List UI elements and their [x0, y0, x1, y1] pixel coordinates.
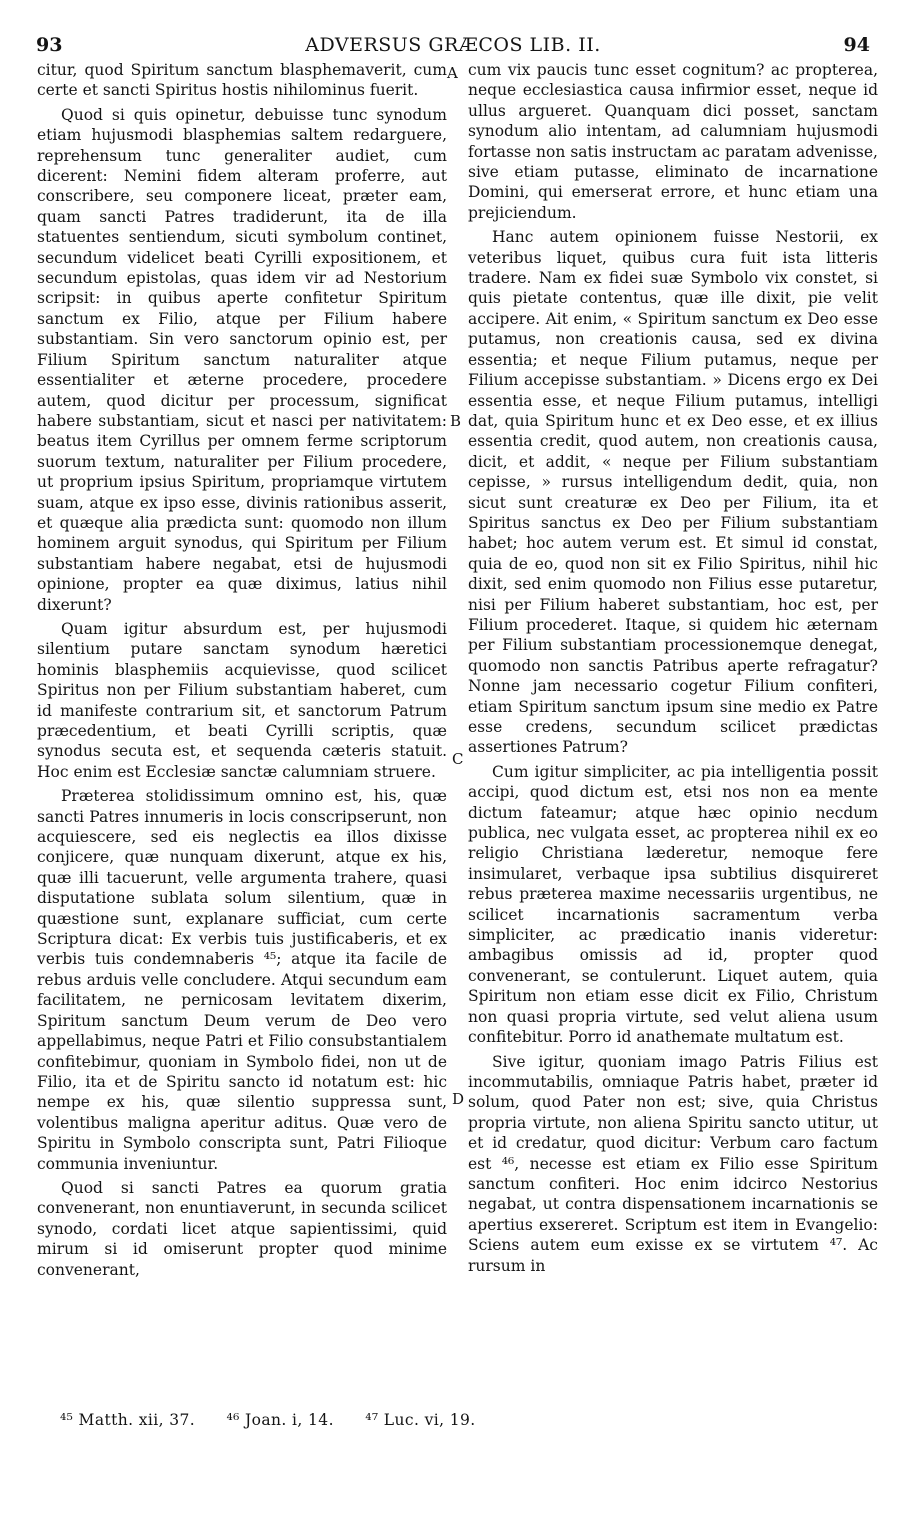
running-title: ADVERSUS GRÆCOS LIB. II.: [305, 34, 601, 56]
paragraph: Præterea stolidissimum omnino est, his, quæ sancti Patres innumeris in locis conscripserunt, non acquiescere, sed eis neglectis ea illos dixisse conjicere, quæ nunquam dixerunt, atque ex his, quæ illi tacuerunt, velle argumenta trahere, quasi disputatione sublata solum silentium, quæ in quæstione sunt, explanare sufficiat, cum certe Scriptura dicat: Ex verbis tuis justificaberis, et ex verbis tuis condemnaberis ⁴⁵; atque ita facile de rebus arduis velle concludere. Atqui secundum eam facilitatem, ne pernicosam levitatem dixerim, Spiritum sanctum Deum verum de Deo vero appellabimus, neque Patri et Filio consubstantialem confitebimur, quoniam in Symbolo fidei, non ut de Filio, ita et de Spiritu sancto id notatum est: hic nempe ex his, quæ silentio suppressa sunt, volentibus maligna aperitur aditus. Quæ vero de Spiritu in Symbolo conscripta sunt, Patri Filioque communia inveniuntur.: [37, 787, 447, 1173]
right-column: [468, 60, 878, 1276]
page-number-left: 93: [36, 34, 63, 56]
paragraph: Sive igitur, quoniam imago Patris Filius est incommutabilis, omniaque Patris habet, præter id solum, quod Pater non est; sive, quia Christus propria virtute, non aliena Spiritu sancto utitur, ut et id credatur, quod dicitur: Verbum caro factum est ⁴⁶, necesse est etiam ex Filio esse Spiritum sanctum confiteri. Hoc enim idcirco Nestorius negabat, ut contra dispensationem incarnationis se apertius exsereret. Scriptum est item in Evangelio: Sciens autem eum exisse ex se virtutem ⁴⁷. Ac rursum in: [468, 1052, 878, 1275]
section-marker-b: B: [450, 412, 462, 430]
section-marker-a: A: [447, 64, 458, 82]
section-marker-c: C: [452, 750, 464, 768]
section-marker-d: D: [452, 1090, 465, 1108]
paragraph: Quod si quis opinetur, debuisse tunc synodum etiam hujusmodi blasphemias saltem redarguere, reprehensum tunc generaliter audiet, cum dicerent: Nemini fidem alteram proferre, aut conscribere, seu componere liceat, præter eam, quam sancti Patres tradiderunt, ita de illa statuentes sentiendum, sicuti symbolum continet, secundum videlicet beati Cyrilli expositionem, et secundum epistolas, quas idem vir ad Nestorium scripsit: in quibus aperte confitetur Spiritum sanctum ex Filio, atque per Filium habere substantiam. Sin vero sanctorum opinio est, per Filium Spiritum sanctum naturaliter atque essentialiter et æterne procedere, procedere autem, quod dicitur per processum, significat habere substantiam, sicut et nasci per nativitatem: beatus item Cyrillus per omnem ferme scriptorum suorum textum, naturaliter per Filium procedere, ut proprium ipsius Spiritum, propriamque virtutem suam, atque ex ipso esse, divinis rationibus asserit, et quæque alia prædicta sunt: quomodo non illum hominem arguit synodus, qui Spiritum per Filium substantiam habere negabat, etsi de hujusmodi opinione, propter ea quæ diximus, latius nihil dixerunt?: [37, 105, 447, 614]
footnote: ⁴⁶ Joan. i, 14.: [226, 1411, 334, 1429]
paragraph: Hanc autem opinionem fuisse Nestorii, ex veteribus liquet, quibus cura fuit ista litteris tradere. Nam ex fidei suæ Symbolo vix constet, si quis pietate contentus, quæ ille dixit, pie velit accipere. Ait enim, « Spiritum sanctum ex Deo esse putamus, non creationis causa, sed ex divina essentia; et neque Filium putamus, neque per Filium accepisse substantiam. » Dicens ergo ex Dei essentia esse, et neque Filium putamus, intelligi dat, quia Spiritum hunc et ex Deo esse, et ex illius essentia credit, quod autem, non creationis causa, dicit, et addit, « neque per Filium substantiam cepisse, » rursus intelligendum dedit, quia, non sicut sunt creaturæ ex Deo per Filium, ita et Spiritus sanctus ex Deo per Filium substantiam habet; hoc autem verum est. Et simul id constat, quia de eo, quod non sit ex Filio Spiritus, nihil hic dixit, sed enim quomodo non Filius esse putaretur, nisi per Filium haberet substantiam, hoc est, per Filium procederet. Itaque, si quidem hic æternam per Filium substantiam processionemque denegat, quomodo non sanctis Patribus aperte refragatur? Nonne jam necessario cogetur Filium confiteri, etiam Spiritum sanctum ipsum sine medio ex Patre esse credens, secundum scilicet prædictas assertiones Patrum?: [468, 228, 878, 757]
left-column: [37, 60, 447, 1280]
paragraph: Quod si sancti Patres ea quorum gratia convenerant, non enuntiaverunt, in secunda scilicet synodo, cordati licet atque sapientissimi, quid mirum si id omiserunt propter quod minime convenerant,: [37, 1178, 447, 1279]
page-number-right: 94: [843, 34, 870, 56]
paragraph: Quam igitur absurdum est, per hujusmodi silentium putare sanctam synodum hæretici hominis blasphemiis acquievisse, quod scilicet Spiritus non per Filium substantiam haberet, cum id manifeste contrarium sit, et sanctorum Patrum præcedentium, et beati Cyrilli scriptis, quæ synodus secuta est, et sequenda cæteris statuit. Hoc enim est Ecclesiæ sanctæ calumniam struere.: [37, 619, 447, 781]
footnote: ⁴⁵ Matth. xii, 37.: [60, 1411, 196, 1429]
paragraph: Cum igitur simpliciter, ac pia intelligentia possit accipi, quod dictum est, etsi nos non ea mente dictum fateamur; atque hæc opinio necdum publica, nec vulgata esset, ac propterea nihil ex eo religio Christiana læderetur, nemoque fere insimularet, verbaque ipsa subtilius disquireret rebus præterea maxime necessariis urgentibus, ne scilicet incarnationis sacramentum verba simpliciter, ac prædicatio inanis videretur: ambagibus omissis ad id, propter quod convenerant, se contulerunt. Liquet autem, quia Spiritum non etiam esse dicit ex Filio, Christum non quasi propria virtute, sed velut aliena usum confitebitur. Porro id anathemate multatum est.: [468, 762, 878, 1047]
footnotes: [60, 1411, 502, 1429]
paragraph: cum vix paucis tunc esset cognitum? ac propterea, neque ecclesiastica causa infirmior esset, neque id ullus argueret. Quanquam dici posset, sanctam synodum alio intentam, ad calumniam hujusmodi fortasse non satis instructam ac paratam advenisse, sive etiam putasse, eliminato de incarnatione Domini, qui emerserat errore, et hunc etiam una prejiciendum.: [468, 61, 878, 222]
running-header: [36, 34, 870, 58]
paragraph: citur, quod Spiritum sanctum blasphemaverit, cum certe et sancti Spiritus hostis nihilominus fuerit.: [37, 61, 447, 100]
footnote: ⁴⁷ Luc. vi, 19.: [365, 1411, 476, 1429]
